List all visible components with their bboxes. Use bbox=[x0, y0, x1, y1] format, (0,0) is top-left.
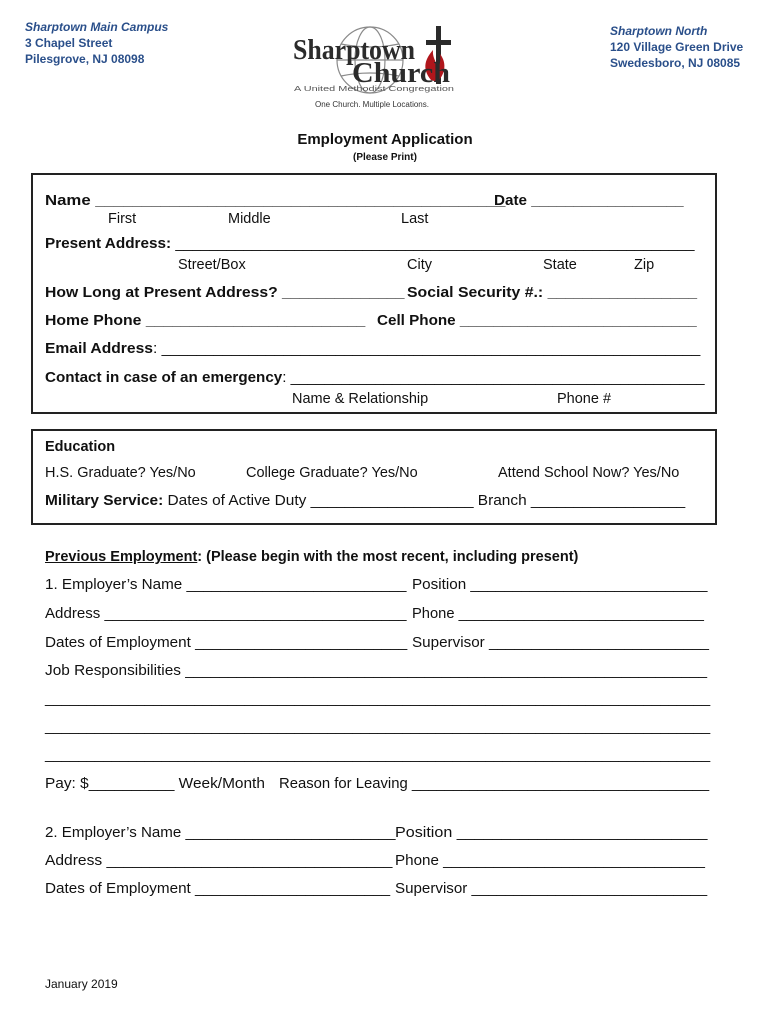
zip-label: Zip bbox=[634, 257, 655, 273]
north-campus-city: Swedesboro, NJ 08085 bbox=[610, 56, 741, 70]
globe-cross-flame-icon bbox=[290, 14, 462, 114]
name-relationship-label: Name & Relationship bbox=[292, 391, 429, 407]
responsibilities-line[interactable]: ________________________________________________________________________________ bbox=[45, 719, 711, 735]
military-label: Military Service: bbox=[45, 493, 164, 509]
north-campus-address bbox=[610, 23, 743, 71]
college-graduate-field[interactable]: College Graduate? Yes/No bbox=[246, 465, 418, 481]
email-line: : ______________________________________________________________ bbox=[152, 341, 701, 357]
responsibilities-line[interactable]: ________________________________________________________________________________ bbox=[45, 691, 711, 707]
ssn-field[interactable]: Social Security #.: _________________ bbox=[407, 285, 698, 301]
how-long-field[interactable]: How Long at Present Address? ______________ bbox=[45, 285, 405, 301]
church-logo bbox=[290, 14, 462, 114]
main-campus-street: 3 Chapel Street bbox=[25, 36, 113, 50]
employer2-name-field[interactable]: 2. Employer’s Name _________________________ bbox=[45, 825, 396, 841]
address-field[interactable] bbox=[45, 236, 694, 252]
military-line: Dates of Active Duty ___________________ Branch __________________ bbox=[163, 493, 686, 509]
employer2-position-field[interactable]: Position ____________________________ bbox=[395, 825, 708, 841]
date-field[interactable]: Date __________________ bbox=[494, 193, 684, 209]
form-title: Employment Application bbox=[297, 131, 473, 148]
cell-phone-field[interactable]: Cell Phone ____________________________ bbox=[377, 313, 697, 329]
employer1-phone-field[interactable]: Phone ______________________________ bbox=[412, 606, 704, 622]
form-subtitle: (Please Print) bbox=[353, 152, 417, 163]
employer1-pay-field[interactable]: Pay: $__________ Week/Month bbox=[45, 776, 265, 792]
name-field[interactable]: Name ____________________________________________ bbox=[45, 193, 506, 209]
emergency-contact-field[interactable] bbox=[45, 370, 705, 386]
address-line: _____________________________________________________________ bbox=[171, 236, 695, 252]
employer1-position-field[interactable]: Position ____________________________ bbox=[412, 577, 708, 593]
employment-heading-note: : (Please begin with the most recent, including present) bbox=[197, 549, 579, 565]
employer2-dates-field[interactable]: Dates of Employment _______________________ bbox=[45, 881, 391, 897]
phone-hash-label: Phone # bbox=[557, 391, 612, 407]
city-label: City bbox=[407, 257, 432, 273]
emergency-line: : _________________________________________________ bbox=[282, 370, 705, 386]
logo-motto: One Church. Multiple Locations. bbox=[315, 100, 429, 109]
state-label: State bbox=[543, 257, 577, 273]
north-campus-street: 120 Village Green Drive bbox=[610, 40, 744, 54]
employer1-address-field[interactable]: Address ____________________________________ bbox=[45, 606, 407, 622]
education-heading: Education bbox=[45, 439, 116, 455]
main-campus-name: Sharptown Main Campus bbox=[25, 20, 169, 34]
logo-word-church: Church bbox=[352, 57, 450, 89]
email-field[interactable] bbox=[45, 341, 700, 357]
main-campus-city: Pilesgrove, NJ 08098 bbox=[25, 52, 145, 66]
employer2-supervisor-field[interactable]: Supervisor ____________________________ bbox=[395, 881, 708, 897]
employer2-phone-field[interactable]: Phone _______________________________ bbox=[395, 853, 705, 869]
employer1-dates-field[interactable]: Dates of Employment _________________________ bbox=[45, 635, 408, 651]
last-label: Last bbox=[401, 211, 429, 227]
logo-word-sharptown: Sharptown bbox=[293, 34, 415, 66]
employer1-supervisor-field[interactable]: Supervisor __________________________ bbox=[412, 635, 710, 651]
north-campus-name: Sharptown North bbox=[610, 24, 708, 38]
employer2-address-field[interactable]: Address _________________________________ bbox=[45, 853, 393, 869]
first-label: First bbox=[108, 211, 137, 227]
emergency-label: Contact in case of an emergency bbox=[45, 370, 283, 386]
main-campus-address bbox=[25, 19, 168, 67]
email-label: Email Address bbox=[45, 341, 153, 357]
employment-heading-label: Previous Employment bbox=[45, 549, 198, 565]
employment-heading bbox=[45, 549, 578, 565]
employer1-name-field[interactable]: 1. Employer’s Name __________________________ bbox=[45, 577, 407, 593]
logo-tagline: A United Methodist Congregation bbox=[294, 84, 454, 93]
employer1-responsibilities-field[interactable]: Job Responsibilities _____________________________________________________________ bbox=[45, 663, 708, 679]
hs-graduate-field[interactable]: H.S. Graduate? Yes/No bbox=[45, 465, 196, 481]
military-service-field[interactable] bbox=[45, 493, 685, 509]
street-box-label: Street/Box bbox=[178, 257, 246, 273]
address-label: Present Address: bbox=[45, 236, 172, 252]
responsibilities-line[interactable]: ________________________________________________________________________________ bbox=[45, 747, 711, 763]
footer-date: January 2019 bbox=[45, 977, 118, 991]
attend-school-field[interactable]: Attend School Now? Yes/No bbox=[498, 465, 680, 481]
employer1-reason-field[interactable]: Reason for Leaving ____________________________________ bbox=[279, 776, 710, 792]
middle-label: Middle bbox=[228, 211, 271, 227]
home-phone-field[interactable]: Home Phone _________________________ bbox=[45, 313, 366, 329]
